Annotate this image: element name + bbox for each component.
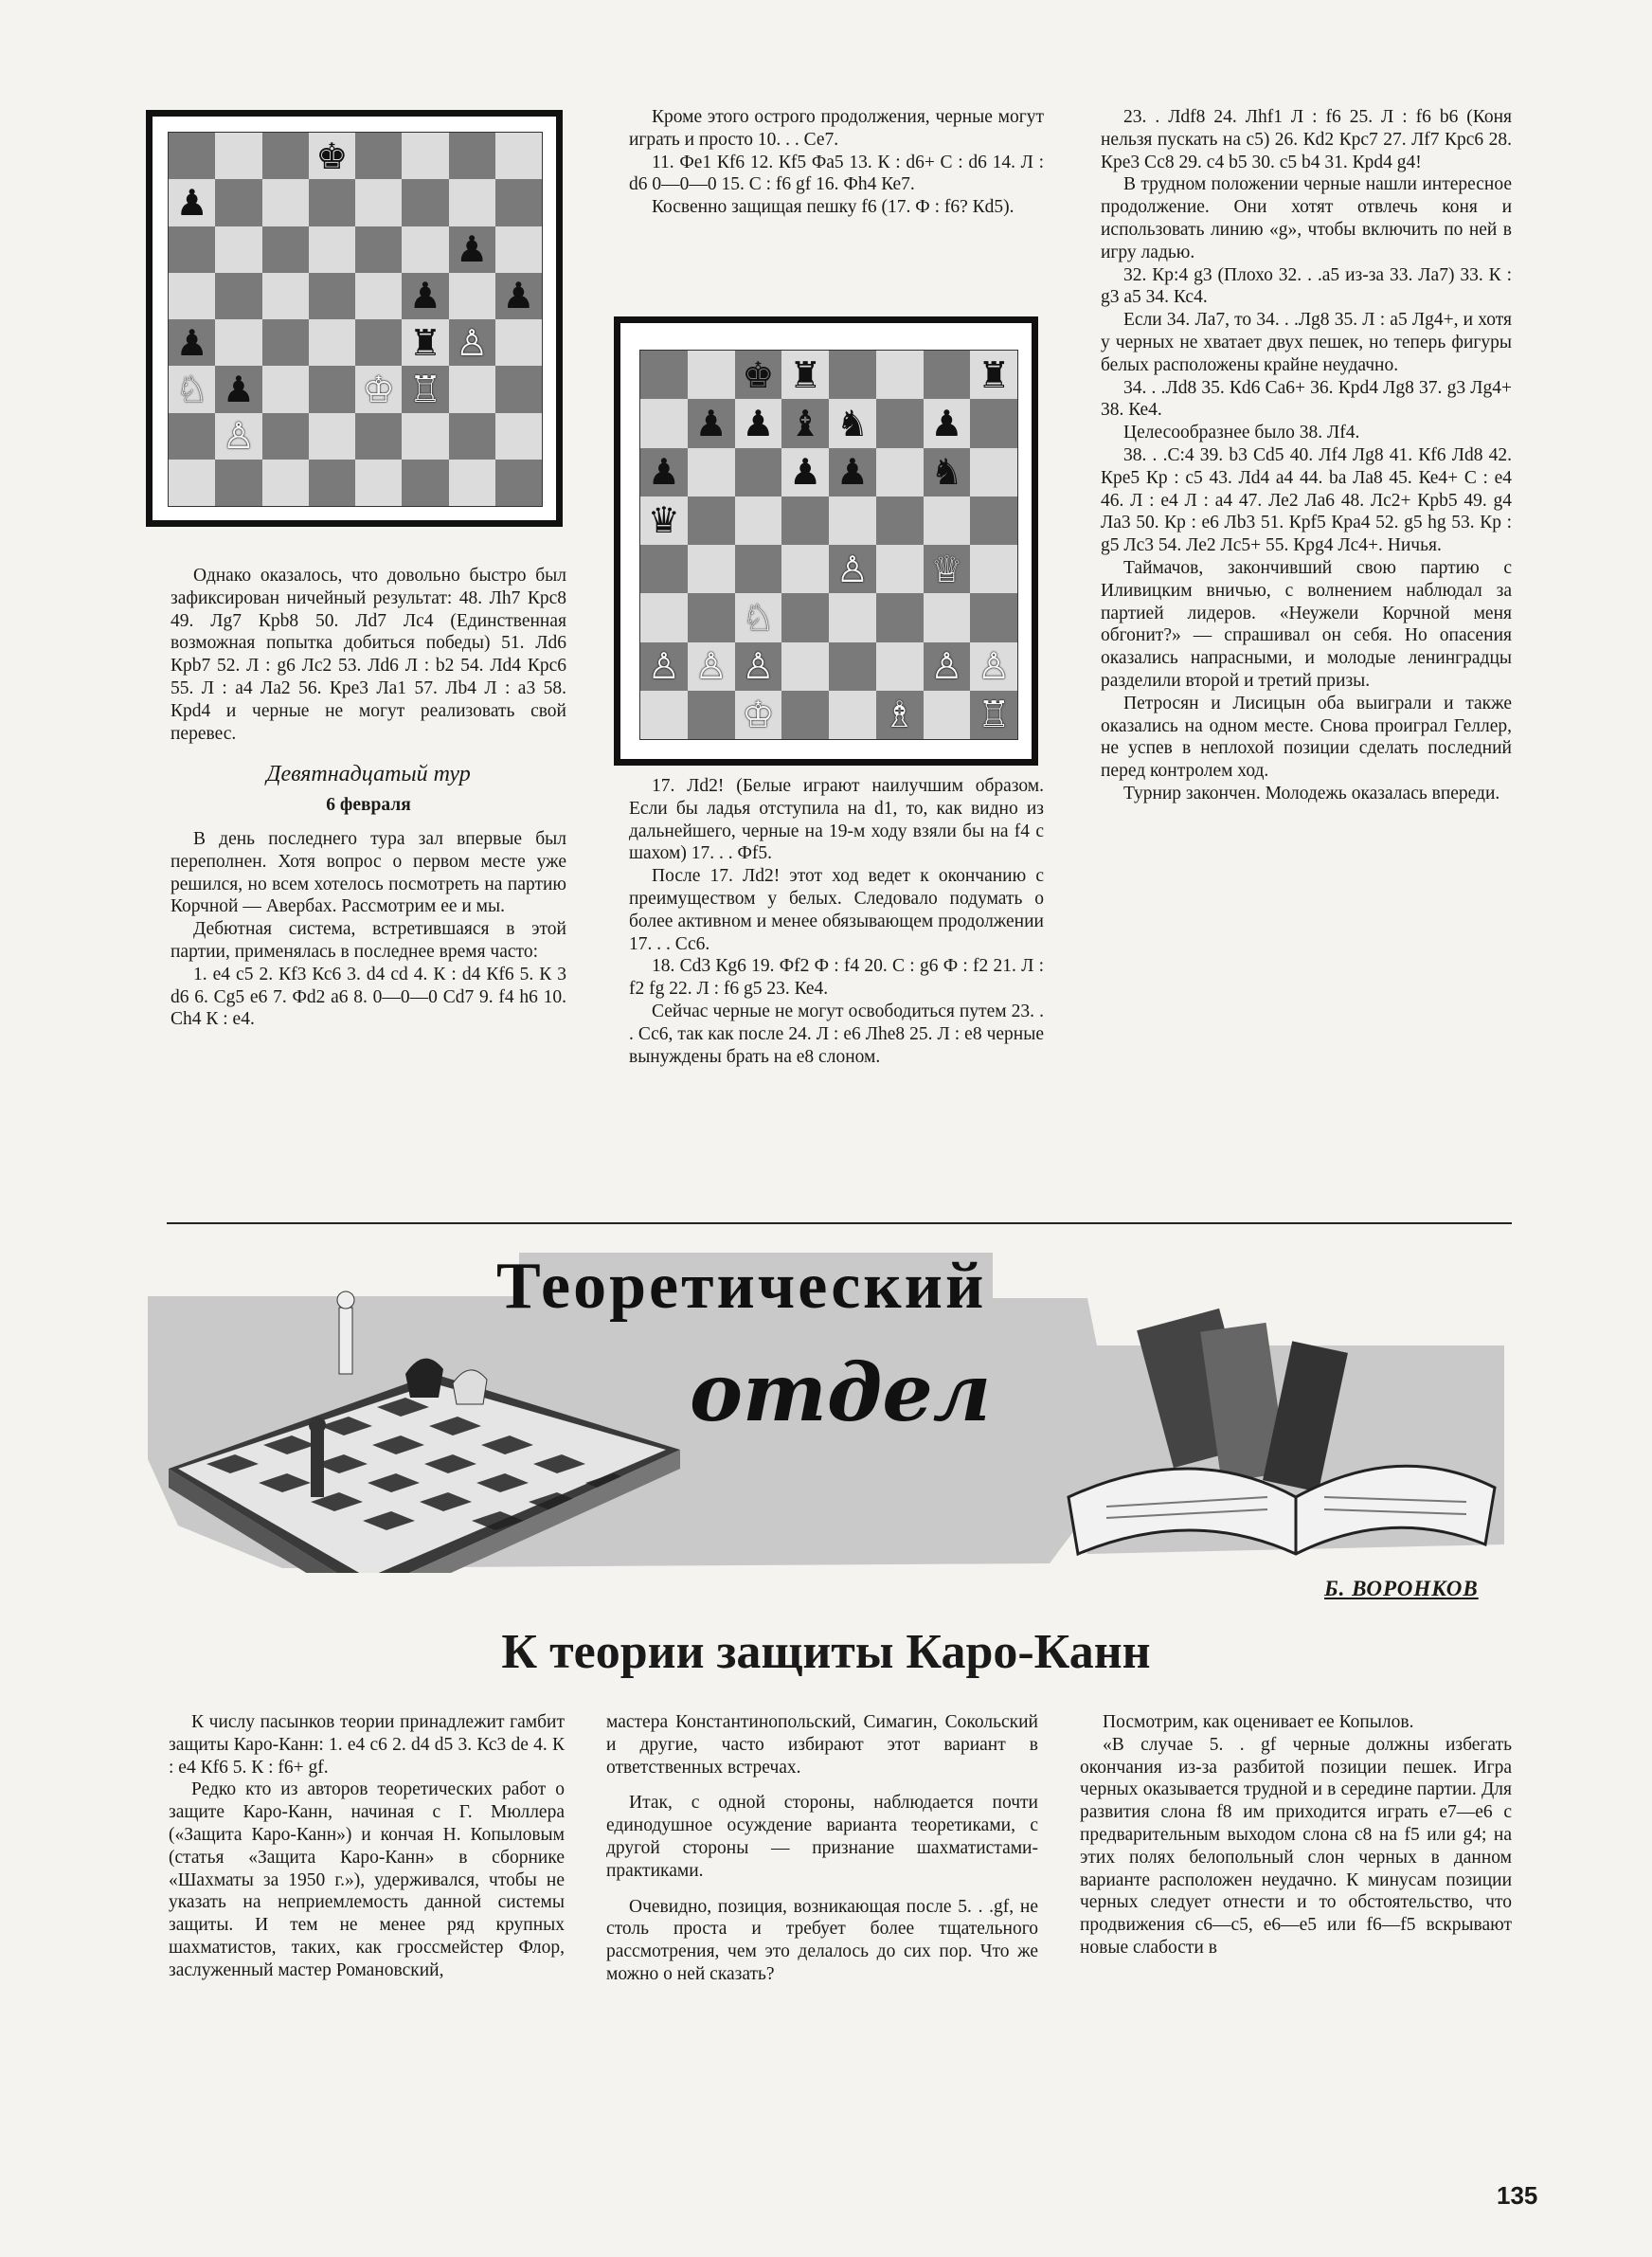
square-b1 <box>688 691 735 739</box>
chess-piece-e7: ♞ <box>835 402 869 444</box>
square-c4 <box>262 319 309 366</box>
square-g2 <box>449 413 495 460</box>
col1-paragraph-2: В день последнего тура зал впервые был переполнен. Хотя вопрос о первом месте уже решился, но всем хотелось посмотреть на партию Корчной — Авербах. Рассмотрим ее и мы. <box>171 828 566 917</box>
square-b5 <box>215 273 261 319</box>
chess-piece-h5: ♟ <box>502 275 535 317</box>
col2-paragraph-4: 17. Лd2! (Белые играют наилучшим образом. Если бы ладья отступила на d1, то, как видно из дальнейшего, черные на 19-м ходу взяли бы на f4 с шахом) 17. . . Фf5. <box>629 776 1044 864</box>
col3-paragraph-1: 23. . Лdf8 24. Лhf1 Л : f6 25. Л : f6 b6 (Коня нельзя пускать на с5) 26. Кd2 Крс7 27. Лf7 Крс6 28. Кре3 Сс8 29. с4 b5 30. с5 b4 31. Крd4 g4! <box>1101 107 1512 172</box>
col1-paragraph-4: 1. е4 с5 2. Кf3 Кс6 3. d4 cd 4. К : d4 Кf6 5. К 3 d6 6. Сg5 е6 7. Фd2 а6 8. 0—0—0 Сd7 9. f4 h6 10. Сh4 К : е4. <box>171 964 566 1030</box>
chess-board-1 <box>168 132 543 507</box>
square-b7 <box>688 399 735 447</box>
square-e8 <box>829 351 876 399</box>
square-f5 <box>876 497 924 545</box>
square-g4 <box>449 319 495 366</box>
chess-piece-d8: ♚ <box>315 135 349 177</box>
col3-paragraph-5: 34. . .Лd8 35. Кd6 Са6+ 36. Крd4 Лg8 37. g3 Лg4+ 38. Ке4. <box>1101 377 1512 421</box>
chess-piece-h2: ♙ <box>978 645 1011 688</box>
square-a5 <box>640 497 688 545</box>
col2-paragraph-6: 18. Сd3 Кg6 19. Фf2 Ф : f4 20. С : g6 Ф : f2 21. Л : f2 fg 22. Л : f6 g5 23. Ке4. <box>629 956 1044 1000</box>
square-h2 <box>495 413 542 460</box>
square-d6 <box>781 448 829 497</box>
square-d1 <box>781 691 829 739</box>
col3-paragraph-7: 38. . .С:4 39. b3 Сd5 40. Лf4 Лg8 41. Кf6 Лd8 42. Кре5 Кр : с5 43. Лd4 а4 44. bа Ла8 45. Ке4+ С : е4 46. Л : е4 Л : а4 47. Ле2 Ла6 48. Лс2+ Крb5 49. g4 Ла3 50. Кр : е6 Лb3 51. Крf5 Кра4 52. g5 hg 53. Кр : g5 Лс3 54. Ле2 Лс5+ 55. Крg4 Лс4+. Ничья. <box>1101 444 1512 556</box>
square-c6 <box>262 226 309 273</box>
chess-piece-a2: ♙ <box>647 645 680 688</box>
square-c2 <box>735 642 782 691</box>
square-c4 <box>735 545 782 593</box>
square-e7 <box>829 399 876 447</box>
square-b2 <box>688 642 735 691</box>
chess-piece-c1: ♔ <box>742 694 775 736</box>
square-d7 <box>309 179 355 226</box>
chess-piece-a3: ♘ <box>175 368 208 410</box>
square-a2 <box>640 642 688 691</box>
square-c5 <box>262 273 309 319</box>
square-h1 <box>495 460 542 506</box>
square-g8 <box>449 133 495 179</box>
col3-paragraph-6: Целесообразнее было 38. Лf4. <box>1123 423 1360 443</box>
article-author: Б. ВОРОНКОВ <box>1324 1577 1479 1600</box>
chess-piece-c3: ♘ <box>742 596 775 639</box>
square-g2 <box>924 642 971 691</box>
square-e1 <box>829 691 876 739</box>
square-b6 <box>688 448 735 497</box>
chess-piece-d8: ♜ <box>789 353 822 396</box>
article-c1-paragraph-2: Редко кто из авторов теоретических работ о защите Каро-Канн, начиная с Г. Мюллера («Защита Каро-Канн») и кончая Н. Копыловым (статья «Защита Каро-Канн» в сборнике «Шахматы за 1950 г.»), удерживался, чтобы не указать на неприемлемость данной системы защиты. И тем не менее ряд крупных шахматистов, таких, как гроссмейстер Флор, заслуженный мастер Романовский, <box>169 1779 565 1980</box>
chess-piece-f1: ♗ <box>883 694 916 736</box>
square-f4 <box>402 319 448 366</box>
square-a6 <box>169 226 215 273</box>
chess-piece-b2: ♙ <box>222 415 255 458</box>
square-h7 <box>970 399 1017 447</box>
section-divider <box>167 1222 1512 1224</box>
square-g3 <box>449 366 495 412</box>
square-h3 <box>495 366 542 412</box>
square-h7 <box>495 179 542 226</box>
square-c1 <box>735 691 782 739</box>
chess-piece-g6: ♟ <box>456 228 489 271</box>
square-d2 <box>781 642 829 691</box>
col2-paragraph-3: Косвенно защищая пешку f6 (17. Ф : f6? Кd5). <box>652 197 1015 218</box>
square-e6 <box>355 226 402 273</box>
square-h8 <box>970 351 1017 399</box>
square-h1 <box>970 691 1017 739</box>
square-d4 <box>309 319 355 366</box>
square-h2 <box>970 642 1017 691</box>
chess-board-2 <box>639 350 1018 740</box>
col3-paragraph-8: Таймачов, закончивший свою партию с Иливицким вничью, с волнением наблюдал за партией лидеров. «Неужели Корчной меня обгонит?» — спрашивал он себя. Но опасения оказались напрасными, и молодые ленинградцы разделили второй и третий призы. <box>1101 557 1512 691</box>
square-a4 <box>640 545 688 593</box>
chess-piece-g2: ♙ <box>930 645 963 688</box>
chess-piece-f3: ♖ <box>408 368 441 410</box>
square-a1 <box>640 691 688 739</box>
square-f5 <box>402 273 448 319</box>
square-g4 <box>924 545 971 593</box>
col2-paragraph-2: 11. Фе1 Кf6 12. Кf5 Фа5 13. К : d6+ С : d6 14. Л : d6 0—0—0 15. С : f6 gf 16. Фh4 Ке7. <box>629 152 1044 195</box>
square-h6 <box>495 226 542 273</box>
chess-diagram-1-frame <box>146 110 563 527</box>
col2-paragraph-1: Кроме этого острого продолжения, черные могут играть и просто 10. . . Се7. <box>629 107 1044 150</box>
square-c7 <box>735 399 782 447</box>
chess-piece-a5: ♛ <box>647 499 680 542</box>
square-g3 <box>924 593 971 641</box>
square-b1 <box>215 460 261 506</box>
square-b6 <box>215 226 261 273</box>
square-c3 <box>262 366 309 412</box>
chess-piece-b3: ♟ <box>222 368 255 410</box>
article-c3-paragraph-2: «В случае 5. . gf черные должны избегать окончания из-за разбитой позиции пешек. Игра черных оказывается трудной и в середине партии. Для развития слона f8 им приходится играть е7—е6 с предварительным выходом слона с8 на f5 или g4; на этих полях белопольный слон черных в данном варианте расположен неудачно. К минусам позиции черных следует отнести и то обстоятельство, что продвижения с6—с5, е6—е5 или f6—f5 вскрывают новые слабости в <box>1080 1734 1512 1958</box>
square-b7 <box>215 179 261 226</box>
square-d6 <box>309 226 355 273</box>
chess-piece-h1: ♖ <box>978 694 1011 736</box>
square-d3 <box>781 593 829 641</box>
chess-diagram-2-frame <box>614 316 1038 766</box>
square-a1 <box>169 460 215 506</box>
square-g5 <box>924 497 971 545</box>
square-f3 <box>876 593 924 641</box>
square-g5 <box>449 273 495 319</box>
col3-paragraph-10: Турнир закончен. Молодежь оказалась впереди. <box>1123 783 1500 803</box>
square-e3 <box>355 366 402 412</box>
square-b8 <box>688 351 735 399</box>
square-b4 <box>688 545 735 593</box>
square-g6 <box>924 448 971 497</box>
chess-piece-f4: ♜ <box>408 321 441 364</box>
square-c7 <box>262 179 309 226</box>
square-a7 <box>640 399 688 447</box>
square-b5 <box>688 497 735 545</box>
chess-piece-c2: ♙ <box>742 645 775 688</box>
square-e5 <box>829 497 876 545</box>
square-d8 <box>309 133 355 179</box>
square-d7 <box>781 399 829 447</box>
square-b3 <box>215 366 261 412</box>
square-f4 <box>876 545 924 593</box>
square-d4 <box>781 545 829 593</box>
section-subtitle: отдел <box>690 1345 992 1439</box>
square-b2 <box>215 413 261 460</box>
square-a2 <box>169 413 215 460</box>
square-c5 <box>735 497 782 545</box>
square-f3 <box>402 366 448 412</box>
square-a3 <box>640 593 688 641</box>
round-heading: Девятнадцатый тур <box>266 762 471 787</box>
square-a4 <box>169 319 215 366</box>
square-b8 <box>215 133 261 179</box>
square-d3 <box>309 366 355 412</box>
square-g7 <box>924 399 971 447</box>
article-column-3 <box>1080 1711 1512 1959</box>
square-g7 <box>449 179 495 226</box>
square-d5 <box>309 273 355 319</box>
square-e5 <box>355 273 402 319</box>
col3-paragraph-4: Если 34. Ла7, то 34. . .Лg8 35. Л : а5 Лg4+, и хотя у черных не хватает двух пешек, но теперь фигуры белых расположены крайне неудачно. <box>1101 310 1512 375</box>
square-f2 <box>402 413 448 460</box>
square-h5 <box>970 497 1017 545</box>
round-date: 6 февраля <box>326 795 411 816</box>
square-e4 <box>355 319 402 366</box>
square-f6 <box>402 226 448 273</box>
square-f1 <box>876 691 924 739</box>
chess-piece-f5: ♟ <box>408 275 441 317</box>
col3-paragraph-3: 32. Кр:4 g3 (Плохо 32. . .а5 из-за 33. Ла7) 33. К : g3 а5 34. Кс4. <box>1101 264 1512 308</box>
chess-piece-h8: ♜ <box>978 353 1011 396</box>
square-e7 <box>355 179 402 226</box>
square-f6 <box>876 448 924 497</box>
square-d1 <box>309 460 355 506</box>
square-g6 <box>449 226 495 273</box>
column-3 <box>1101 106 1512 805</box>
square-g1 <box>924 691 971 739</box>
square-h6 <box>970 448 1017 497</box>
article-c1-paragraph-1: К числу пасынков теории принадлежит гамбит защиты Каро-Канн: 1. е4 с6 2. d4 d5 3. Кс3 de 4. К : е4 Кf6 5. К : f6+ gf. <box>169 1712 565 1778</box>
col2-paragraph-5: После 17. Лd2! этот ход ведет к окончанию с преимуществом у белых. Следовало подумать о более активном и менее обязывающем продолжении 17. . . Сс6. <box>629 866 1044 954</box>
chess-piece-e3: ♔ <box>362 368 395 410</box>
square-h8 <box>495 133 542 179</box>
square-h5 <box>495 273 542 319</box>
article-column-1 <box>169 1711 565 1982</box>
square-e1 <box>355 460 402 506</box>
square-f7 <box>402 179 448 226</box>
chess-piece-a7: ♟ <box>175 181 208 224</box>
square-f7 <box>876 399 924 447</box>
square-f8 <box>402 133 448 179</box>
square-f8 <box>876 351 924 399</box>
article-c2-paragraph-3: Очевидно, позиция, возникающая после 5. . .gf, не столь проста и требует более тщательного рассмотрения, чем это делалось до сих пор. Что же можно о ней сказать? <box>606 1896 1038 1984</box>
col3-paragraph-9: Петросян и Лисицын оба выиграли и также оказались на одном месте. Снова проиграл Геллер, не успев в неплохой позиции сделать последний перед контролем ход. <box>1101 693 1512 782</box>
square-c1 <box>262 460 309 506</box>
column-2-top <box>629 106 1044 219</box>
chess-piece-g6: ♞ <box>930 451 963 494</box>
chess-piece-e4: ♙ <box>835 548 869 590</box>
col1-paragraph-1: Однако оказалось, что довольно быстро был зафиксирован ничейный результат: 48. Лh7 Крс8 49. Лg7 Крb8 50. Лd7 Лс4 (Единственная возможная попытка добиться победы) 51. Лd6 Крb7 52. Л : g6 Лс2 53. Лd6 Л : b2 54. Лd4 Крс6 55. Л : а4 Ла2 56. Кре3 Ла1 57. Лb4 Л : а3 58. Крd4 и черные не могут реализовать свой перевес. <box>171 566 566 744</box>
page-number: 135 <box>1497 2181 1538 2210</box>
square-c3 <box>735 593 782 641</box>
square-a3 <box>169 366 215 412</box>
chess-piece-g4: ♕ <box>930 548 963 590</box>
col2-paragraph-7: Сейчас черные не могут освободиться путем 23. . . Сс6, так как после 24. Л : е6 Лhе8 25. Л : е8 черные вынуждены брать на е8 слоном. <box>629 1001 1044 1067</box>
chess-piece-g4: ♙ <box>456 321 489 364</box>
chess-piece-g7: ♟ <box>930 402 963 444</box>
chess-piece-d6: ♟ <box>789 451 822 494</box>
square-a7 <box>169 179 215 226</box>
square-c8 <box>735 351 782 399</box>
column-2-bottom <box>629 775 1044 1068</box>
square-f1 <box>402 460 448 506</box>
square-e2 <box>829 642 876 691</box>
col1-paragraph-3: Дебютная система, встретившаяся в этой партии, применялась в последнее время часто: <box>171 919 566 962</box>
square-d8 <box>781 351 829 399</box>
square-d5 <box>781 497 829 545</box>
square-a6 <box>640 448 688 497</box>
chess-piece-c8: ♚ <box>742 353 775 396</box>
square-f2 <box>876 642 924 691</box>
chess-piece-a4: ♟ <box>175 321 208 364</box>
square-d2 <box>309 413 355 460</box>
square-g1 <box>449 460 495 506</box>
square-g8 <box>924 351 971 399</box>
article-column-2 <box>606 1711 1038 1986</box>
chess-piece-b7: ♟ <box>694 402 727 444</box>
square-h4 <box>495 319 542 366</box>
col3-paragraph-2: В трудном положении черные нашли интересное продолжение. Они хотят отвлечь коня и использовать линию «g», чтобы включить по ней в игру ладью. <box>1101 174 1512 262</box>
square-c6 <box>735 448 782 497</box>
chess-piece-e6: ♟ <box>835 451 869 494</box>
chess-piece-d7: ♝ <box>789 402 822 444</box>
section-title: Теоретический <box>496 1250 987 1323</box>
chess-piece-c7: ♟ <box>742 402 775 444</box>
square-e3 <box>829 593 876 641</box>
article-title: К теории защиты Каро-Канн <box>501 1625 1151 1679</box>
square-c2 <box>262 413 309 460</box>
square-a5 <box>169 273 215 319</box>
square-h4 <box>970 545 1017 593</box>
chess-piece-a6: ♟ <box>647 451 680 494</box>
square-c8 <box>262 133 309 179</box>
square-b4 <box>215 319 261 366</box>
article-c3-paragraph-1: Посмотрим, как оценивает ее Копылов. <box>1103 1712 1414 1732</box>
square-e4 <box>829 545 876 593</box>
square-e2 <box>355 413 402 460</box>
column-1 <box>171 565 566 1031</box>
square-e6 <box>829 448 876 497</box>
square-a8 <box>640 351 688 399</box>
article-c2-paragraph-1: мастера Константинопольский, Симагин, Сокольский и другие, часто избирают этот вариант в ответственных встречах. <box>606 1712 1038 1778</box>
square-e8 <box>355 133 402 179</box>
square-a8 <box>169 133 215 179</box>
square-h3 <box>970 593 1017 641</box>
article-c2-paragraph-2: Итак, с одной стороны, наблюдается почти единодушное осуждение варианта теоретиками, с другой стороны — признание шахматистами-практиками. <box>606 1793 1038 1881</box>
chess-piece-b2: ♙ <box>694 645 727 688</box>
square-b3 <box>688 593 735 641</box>
